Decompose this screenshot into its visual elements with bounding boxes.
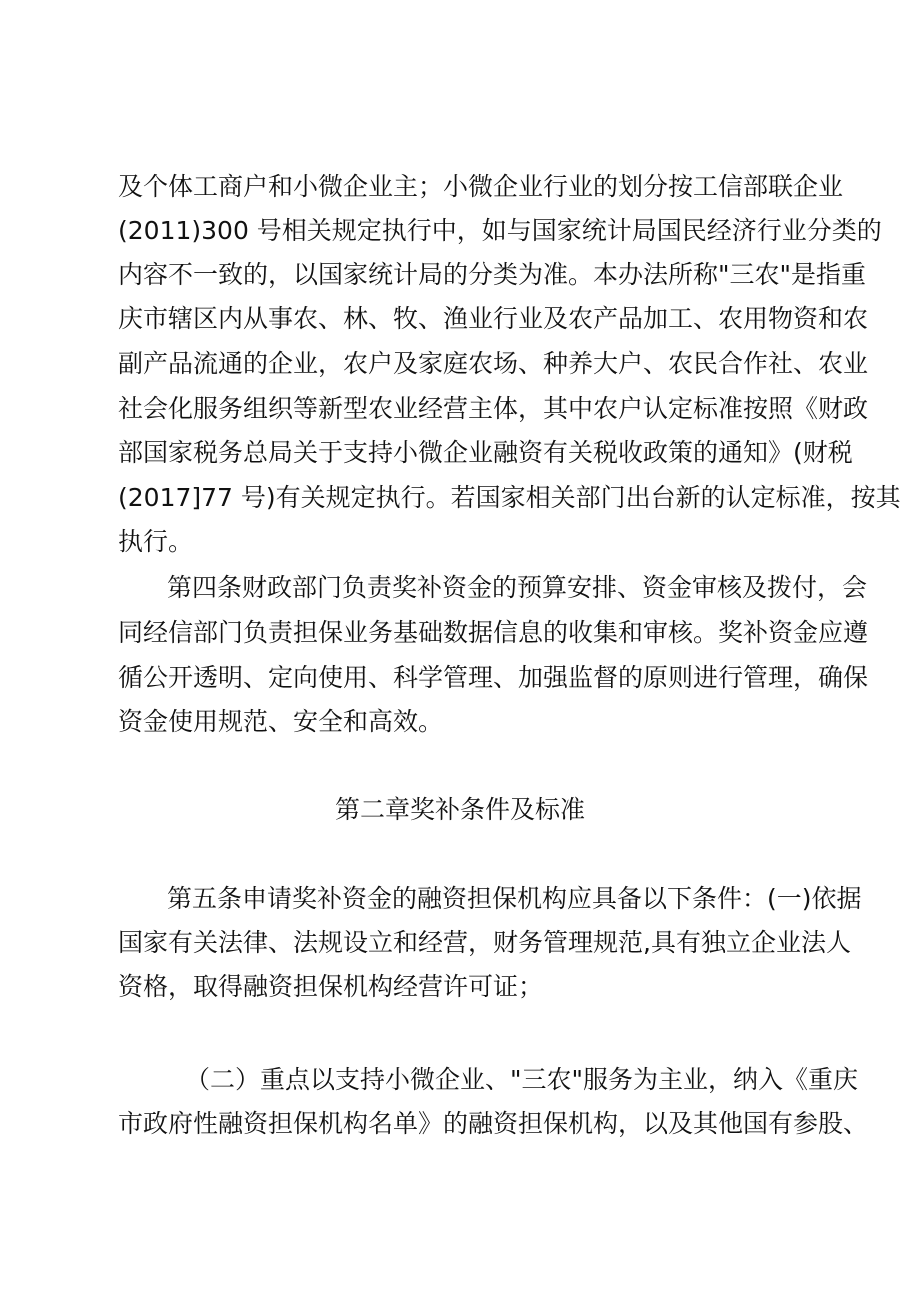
text-line: 同经信部门负责担保业务基础数据信息的收集和审核。奖补资金应遵 — [118, 618, 869, 647]
chapter-heading: 第二章奖补条件及标准 — [334, 795, 585, 824]
text-line: 第五条申请奖补资金的融资担保机构应具备以下条件：(一)依据 — [167, 884, 862, 913]
text-line: 社会化服务组织等新型农业经营主体，其中农户认定标准按照《财政 — [118, 394, 869, 423]
text-line: 资金使用规范、安全和高效。 — [118, 707, 444, 736]
text-line: (2011)300 号相关规定执行中，如与国家统计局国民经济行业分类的 — [118, 216, 882, 245]
text-line: 国家有关法律、法规设立和经营，财务管理规范,具有独立企业法人 — [118, 928, 851, 957]
text-line: 循公开透明、定向使用、科学管理、加强监督的原则进行管理，确保 — [118, 663, 869, 692]
text-line: 资格，取得融资担保机构经营许可证； — [118, 972, 544, 1001]
text-line: 内容不一致的，以国家统计局的分类为准。本办法所称"三农"是指重 — [118, 260, 867, 289]
text-line: 第四条财政部门负责奖补资金的预算安排、资金审核及拨付，会 — [167, 573, 868, 602]
text-line: 副产品流通的企业，农户及家庭农场、种养大户、农民合作社、农业 — [118, 349, 869, 378]
text-line: (2017]77 号)有关规定执行。若国家相关部门出台新的认定标准，按其 — [118, 483, 901, 512]
text-line: 及个体工商户和小微企业主；小微企业行业的划分按工信部联企业 — [118, 172, 844, 201]
text-line: 庆市辖区内从事农、林、牧、渔业行业及农产品加工、农用物资和农 — [118, 304, 869, 333]
text-line: 执行。 — [118, 527, 194, 556]
text-line: 市政府性融资担保机构名单》的融资担保机构，以及其他国有参股、 — [118, 1109, 869, 1138]
text-line: 部国家税务总局关于支持小微企业融资有关税收政策的通知》(财税 — [118, 438, 853, 467]
text-line: （二）重点以支持小微企业、"三农"服务为主业，纳入《重庆 — [185, 1065, 859, 1094]
